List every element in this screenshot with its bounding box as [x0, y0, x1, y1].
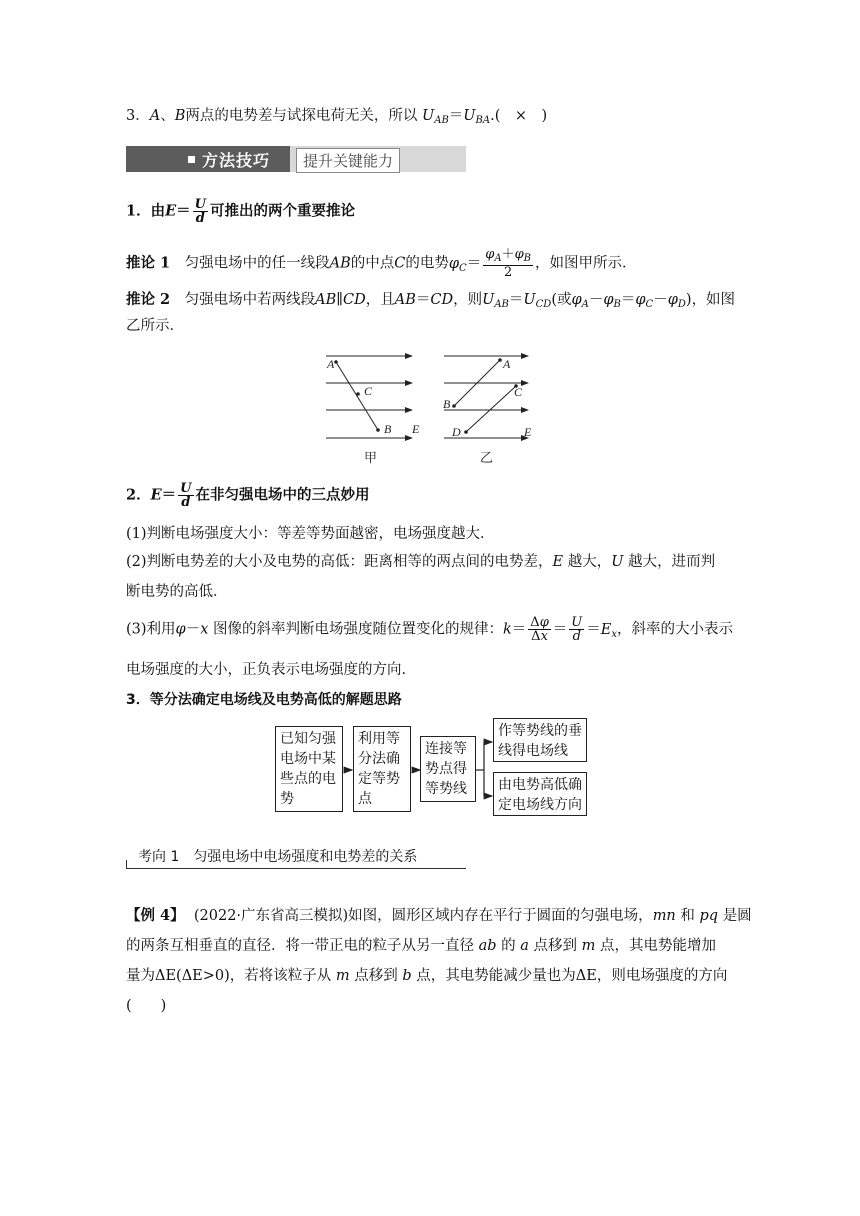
caption-right: 乙 — [480, 451, 494, 466]
example-line-3 — [126, 966, 727, 986]
kaoxiang-underline — [126, 868, 466, 869]
inference-label: 推论 2 — [126, 291, 171, 308]
box-line: 点 — [358, 791, 372, 807]
var-m: m — [581, 938, 596, 954]
example-line-1 — [126, 906, 752, 926]
label-E-left: E — [412, 422, 420, 436]
label-B-right: B — [443, 397, 451, 411]
text: 越大， — [567, 554, 612, 570]
section-banner — [126, 146, 466, 172]
text: (2)判断电势差的大小及电势的高低：距离相等的两点间的电势差， — [126, 554, 553, 570]
fraction-u-over-d: $\frac{U}{d}$ — [194, 197, 206, 226]
box-line: 势 — [280, 791, 294, 807]
tick-mark — [126, 860, 127, 868]
square-bullet-icon — [188, 156, 195, 163]
text: 点移到 — [354, 968, 398, 984]
heading-num: 2． — [126, 486, 151, 504]
section3-heading: 3．等分法确定电场线及电势高低的解题思路 — [126, 692, 402, 708]
text: (3)利用 — [126, 621, 176, 638]
text: ，则 — [453, 292, 483, 308]
caption-left: 甲 — [364, 451, 378, 466]
inference-2: 推论 2 匀强电场中若两线段AB∥CD，且AB＝CD，则$U_{AB}=U_{CD}$(或$\varphi_A-\varphi_B=\varphi_C-\varphi_D$)，如图 — [126, 291, 736, 310]
flow-arrows — [340, 730, 500, 820]
text: 点，其电势能减少量也为ΔE，则电场强度的方向 — [416, 968, 728, 984]
inference-2-cont: 乙所示． — [126, 318, 184, 334]
text: 是圆 — [722, 908, 752, 924]
text: 点，其电势能增加 — [600, 938, 716, 954]
kaoxiang-label: 考向 1 匀强电场中电场强度和电势差的关系 — [138, 849, 418, 865]
section1-heading: 1．由E＝ $\frac{U}{d}$ 可推出的两个重要推论 — [126, 197, 355, 226]
label-A-right: A — [503, 357, 511, 371]
box-line: 势点得 — [425, 761, 467, 777]
segment-dc — [466, 386, 516, 432]
var-E: E — [165, 202, 177, 220]
kaoxiang-heading — [126, 846, 466, 868]
section2-p2-cont: 断电势的高低． — [126, 584, 228, 600]
text: ，且 — [365, 292, 395, 308]
statement-3: 3．A、B两点的电势差与试探电荷无关，所以 $U_{AB}=U_{BA}$.( × ) — [126, 108, 548, 126]
inference-1: 推论 1 匀强电场中的任一线段AB的中点C的电势$\varphi_C=$ $\frac{\varphi_A+\varphi_B}{2}$ ，如图甲所示． — [126, 247, 637, 280]
formula-uab: $U_{AB}$ — [421, 108, 449, 126]
var-pq: pq — [699, 908, 719, 924]
text: 量为ΔE(ΔE>0)，若将该粒子从 — [126, 968, 332, 984]
heading-num: 1．由 — [126, 202, 166, 220]
example-line-2 — [126, 936, 716, 956]
label-E-right: E — [524, 425, 532, 439]
text: 和 — [680, 908, 695, 924]
inference-label: 推论 1 — [126, 254, 171, 272]
fraction-u-over-d-2: $\frac{U}{d}$ — [180, 481, 192, 510]
text: (2022·广东省高三模拟)如图，圆形区域内存在平行于圆面的匀强电场， — [193, 908, 653, 924]
text: 匀强电场中的任一线段 — [184, 255, 330, 272]
text: 的中点 — [350, 255, 395, 272]
section2-heading: 2．E＝ $\frac{U}{d}$ 在非匀强电场中的三点妙用 — [126, 481, 370, 510]
box-line: 由电势高低确 — [498, 777, 582, 793]
banner-subtitle: 提升关键能力 — [296, 148, 400, 173]
text: 匀强电场中若两线段 — [184, 292, 316, 308]
box-line: 些点的电 — [280, 771, 336, 787]
judgement-mark: ( × ) — [494, 108, 548, 124]
box-line: 利用等 — [358, 731, 400, 747]
label-C-right: C — [514, 385, 523, 399]
box-line: 定等势 — [358, 771, 400, 787]
label-C-left: C — [364, 384, 373, 398]
text: 点移到 — [533, 938, 578, 954]
box-line: 分法确 — [358, 751, 400, 767]
answer-blank: ( ) — [126, 998, 167, 1014]
text: ，斜率的大小表示 — [617, 621, 733, 638]
label-A-left: A — [327, 357, 335, 371]
heading-tail: 可推出的两个重要推论 — [210, 202, 355, 220]
var-B: B — [174, 108, 186, 124]
text: 的两条互相垂直的直径．将一带正电的粒子从另一直径 — [126, 938, 474, 954]
box-line: 定电场线方向 — [498, 797, 582, 813]
box-line: 线得电场线 — [498, 743, 568, 759]
var-m: m — [335, 968, 350, 984]
text: 的电势 — [405, 255, 449, 272]
var-A: A — [149, 108, 161, 124]
section2-p2: (2)判断电势差的大小及电势的高低：距离相等的两点间的电势差，E 越大，U 越大，进而判 — [126, 554, 716, 570]
statement-text: 两点的电势差与试探电荷无关，所以 — [185, 108, 418, 124]
sep: 、 — [160, 108, 175, 124]
flow-box-4 — [493, 718, 587, 762]
box-line: 作等势线的垂 — [498, 723, 582, 739]
var-a: a — [520, 938, 529, 954]
fraction-phi-avg: $\frac{\varphi_A+\varphi_B}{2}$ — [485, 247, 532, 280]
section2-p1: (1)判断电场强度大小：等差等势面越密，电场强度越大． — [126, 526, 495, 542]
banner-title: 方法技巧 — [202, 151, 271, 170]
section2-p3: (3)利用φ－x 图像的斜率判断电场强度随位置变化的规律：k＝ $\frac{\Delta\varphi}{\Delta x}$ ＝ $\frac{U}{d}$ $=E_x$，斜率的大小表示 — [126, 615, 733, 644]
var-ab: ab — [478, 938, 497, 954]
item-number: 3． — [126, 108, 150, 124]
section2-p3-cont: 电场强度的大小，正负表示电场强度的方向． — [126, 662, 416, 678]
box-line: 已知匀强 — [280, 731, 336, 747]
heading-tail: 在非匀强电场中的三点妙用 — [195, 486, 370, 504]
example-tag: 【例 4】 — [126, 907, 185, 924]
text: 越大，进而判 — [628, 554, 716, 570]
banner-dark — [126, 146, 290, 172]
text: ，如图 — [691, 292, 736, 308]
box-line: 连接等 — [425, 741, 467, 757]
box-line: 等势线 — [425, 781, 467, 797]
formula-uba: $U_{BA}$ — [463, 108, 491, 126]
label-B-left: B — [384, 422, 392, 436]
var-b: b — [402, 968, 412, 984]
text: ，如图甲所示． — [535, 255, 637, 272]
label-D-right: D — [452, 425, 461, 439]
text: 图像的斜率判断电场强度随位置变化的规律： — [213, 621, 503, 638]
text: 的 — [501, 938, 516, 954]
box-line: 电场中某 — [280, 751, 336, 767]
flow-box-5 — [493, 772, 587, 816]
field-diagram — [320, 348, 540, 468]
flow-box-1 — [275, 726, 343, 812]
var-mn: mn — [652, 908, 676, 924]
